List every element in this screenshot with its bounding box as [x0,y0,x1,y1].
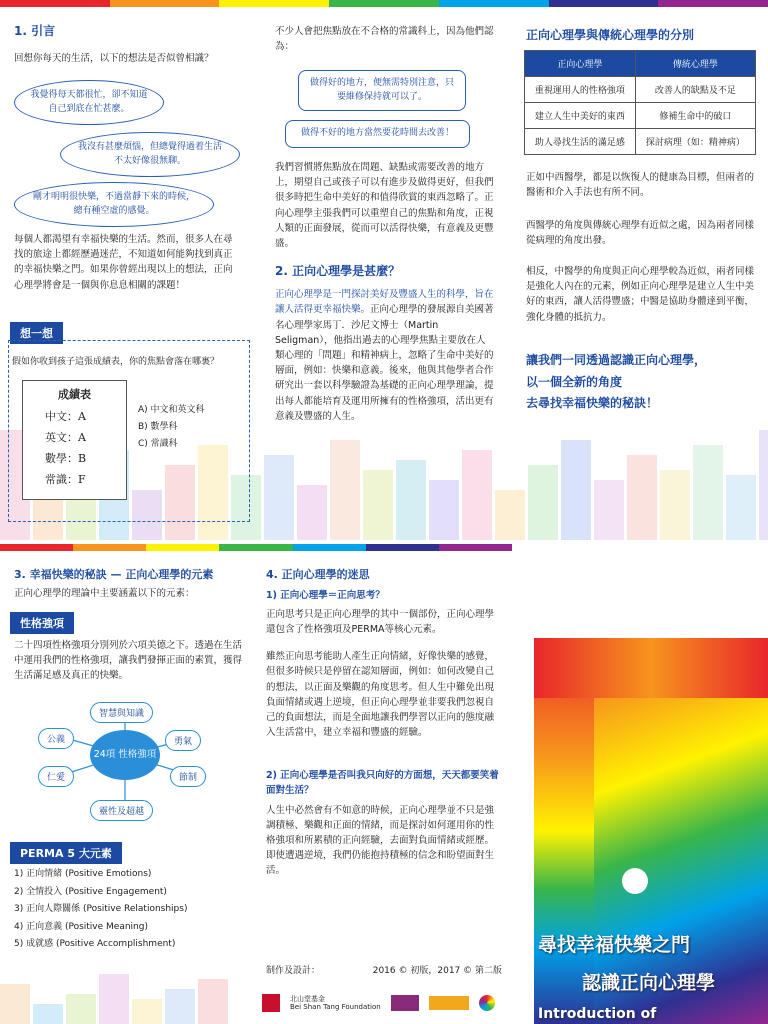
section2-body: 正向心理學的發展源自美國著名心理學家馬丁．沙尼文博士（Martin Seligman），他指出過去的心理學焦點主要放在人類心理的「問題」和精神病上，忽略了生命中美好的層面，例如：快樂和意義。後來，他與其他學者合作研究出一套以科學驗證為基礎的正向心理學理論，提出每人都能培育及運用所擁有的性格強項，活出更有意義及豐盛的人生。 [275,304,494,422]
myth-1-answer-a: 正向思考只是正向心理學的其中一個部份，正向心理學還包含了性格強項及PERMA等核心元素。 [266,608,495,635]
comparison-p3: 相反，中醫學的角度與正向心理學較為近似，兩者同樣是強化人內在的元素，例如正向心理學是建立人生中美好的東西，讓人活得豐盛；中醫是協助身體達到平衡，強化身體的抵抗力。 [526,266,755,323]
cover-title-1: 尋找幸福快樂之門 [538,934,691,956]
col2-body1: 我們習慣將焦點放在問題、缺點或需要改善的地方上，期望自己或孩子可以有進步及做得更好，但我們很多時把生命中美好的和值得欣賞的東西忽略了。正向心理學主張我們可以重塑自己的焦點和角度，正視人類的正面發展，從而可以活得快樂，有意義及更豐盛。 [275,162,494,249]
cover-panel [512,548,768,1024]
cover-title-2: 認識正向心理學 [582,972,716,994]
quote-box-2: 做得不好的地方當然要花時間去改善！ [285,120,470,148]
virtue-courage: 勇氣 [165,730,201,751]
virtue-justice: 公義 [38,728,74,749]
logo-4-icon [479,995,495,1011]
table-header: 傳統心理學 [635,51,755,77]
myth-2-answer: 人生中必然會有不如意的時候，正向心理學並不只是強調積極、樂觀和正面的情緒，而是探討如何運用你的性格強項和所累積的正向經驗，去面對負面情緒或經歷。即使遭遇逆境，我們仍能抱持積極的信念和盼望面對生活。 [266,804,495,877]
credit-edition: 2016 © 初版，2017 © 第二版 [372,966,502,976]
logo-3-icon [429,996,469,1010]
logo-seal-icon [262,994,280,1012]
virtue-temperance: 節制 [170,766,206,787]
report-title: 成績表 [58,388,91,401]
comparison-heading: 正向心理學與傳統心理學的分別 [526,28,695,42]
decorative-bars-bottom [0,960,228,1024]
option-b: B) 數學科 [138,422,178,433]
think-tag: 想一想 [10,322,63,344]
intro-question: 回想你每天的生活，以下的想法是否似曾相識？ [14,53,214,65]
grade-row: 數學：B [45,452,87,465]
logo-name-en: Bei Shan Tang Foundation [290,1003,381,1011]
option-a: A) 中文和英文科 [138,405,205,415]
virtue-wisdom: 智慧與知識 [90,702,153,723]
table-row: 建立人生中美好的東西 修補生命中的破口 [525,103,756,129]
think-question: 假如你收到孩子這張成績表，你的焦點會落在哪裏？ [12,357,220,367]
myth-1-answer-b: 雖然正向思考能助人產生正向情緒，好像快樂的感覺，但很多時候只是停留在認知層面，例如：如何改變自己的想法，以正面及樂觀的角度思考。但人生中難免出現負面情緒或遇上逆境，但正向心理學並非要我們忽視自己的負面想法，而是全面地讓我們學習以正向的態度融入生活當中，建立幸福和豐盛的經驗。 [266,651,495,739]
table-header: 正向心理學 [525,51,636,77]
thought-bubble-1: 我覺得每天都很忙，卻不知道自己到底在忙甚麼。 [14,80,164,125]
section2-heading: 2. 正向心理學是甚麼？ [275,264,401,278]
cover-door-top [534,638,768,698]
table-row: 重視運用人的性格強項 改善人的缺點及不足 [525,77,756,103]
virtue-humanity: 仁愛 [38,766,74,787]
cover-title-3: Introduction of [538,1006,657,1022]
section4 [266,566,502,879]
credit-label: 制作及設計： [266,966,321,976]
logo-2-icon [391,995,419,1011]
table-row: 助人尋找生活的滿足感 探討病理（如：精神病） [525,129,756,155]
comparison-p1: 正如中西醫學，都是以恢復人的健康為目標，但兩者的醫術和介入手法也有所不同。 [526,172,755,199]
grade-row: 中文：A [45,410,86,423]
logo-name: 北山堂基金 [290,994,325,1003]
thought-bubble-2: 我沒有甚麼煩惱，但總覺得過着生活不太好像很無聊。 [60,132,240,177]
strengths-body: 二十四項性格強項分別列於六項美德之下。透過在生活中運用我們的性格強項，讓我們發揮正面的素質，獲得生活滿足感及真正的快樂。 [14,640,243,682]
perma-list: 1) 正向情緒 (Positive Emotions) 2) 全情投入 (Positive Engagement) 3) 正向人際關係 (Positive Relationships) 4) 正向意義 (Positive Meaning) 5) 成就感 (Positive Accomplishment) [14,869,188,950]
intro-heading: 1. 引言 [14,24,56,38]
perma-tag: PERMA 5 大元素 [10,842,122,864]
col2-intro: 不少人會把焦點放在不合格的常識科上，因為他們認為： [275,26,494,53]
slogan: 讓我們一同透過認識正向心理學， 以一個全新的角度 去尋找幸福快樂的秘訣！ [526,353,707,411]
sponsor-logos [262,988,502,1018]
section3-heading: 3. 幸福快樂的秘訣 — 正向心理學的元素 [14,568,214,581]
myth-2-question: 2) 正向心理學是否叫我只向好的方面想，天天都要笑着面對生活？ [266,770,499,797]
myth-1-question: 1) 正向心理學＝正向思考？ [266,589,385,601]
comparison-p2: 西醫學的角度與傳統心理學有近似之處，因為兩者同樣從病理的角度出發。 [526,220,755,247]
virtue-transcendence: 靈性及超越 [90,800,153,821]
intro-body: 每個人都渴望有幸福快樂的生活。然而，很多人在尋找的旅途上都經歷過迷茫，不知道如何能夠找到真正的幸福快樂之門。如果你曾經出現以上的想法，正向心理學將會是一個與你息息相關的課題！ [14,234,233,291]
grade-row: 英文：A [45,431,86,444]
section2-definition: 正向心理學是一門探討美好及豐盛人生的科學，旨在讓人活得更幸福快樂。 [275,289,494,316]
section4-heading: 4. 正向心理學的迷思 [266,568,370,581]
credits [266,964,502,978]
cover-door-knob [622,868,648,894]
section3-intro: 正向心理學的理論中主要涵蓋以下的元素： [14,588,195,599]
option-c: C) 常識科 [138,439,178,450]
grade-row: 常識：F [45,473,86,486]
quote-box-1: 做得好的地方，便無需特別注意，只要維修保持就可以了。 [298,70,466,111]
strengths-center: 24項 性格強項 [90,730,160,780]
thought-bubble-3: 剛才明明很快樂，不過當靜下來的時候，總有種空虛的感覺。 [14,182,214,227]
strengths-tag: 性格強項 [10,612,74,634]
